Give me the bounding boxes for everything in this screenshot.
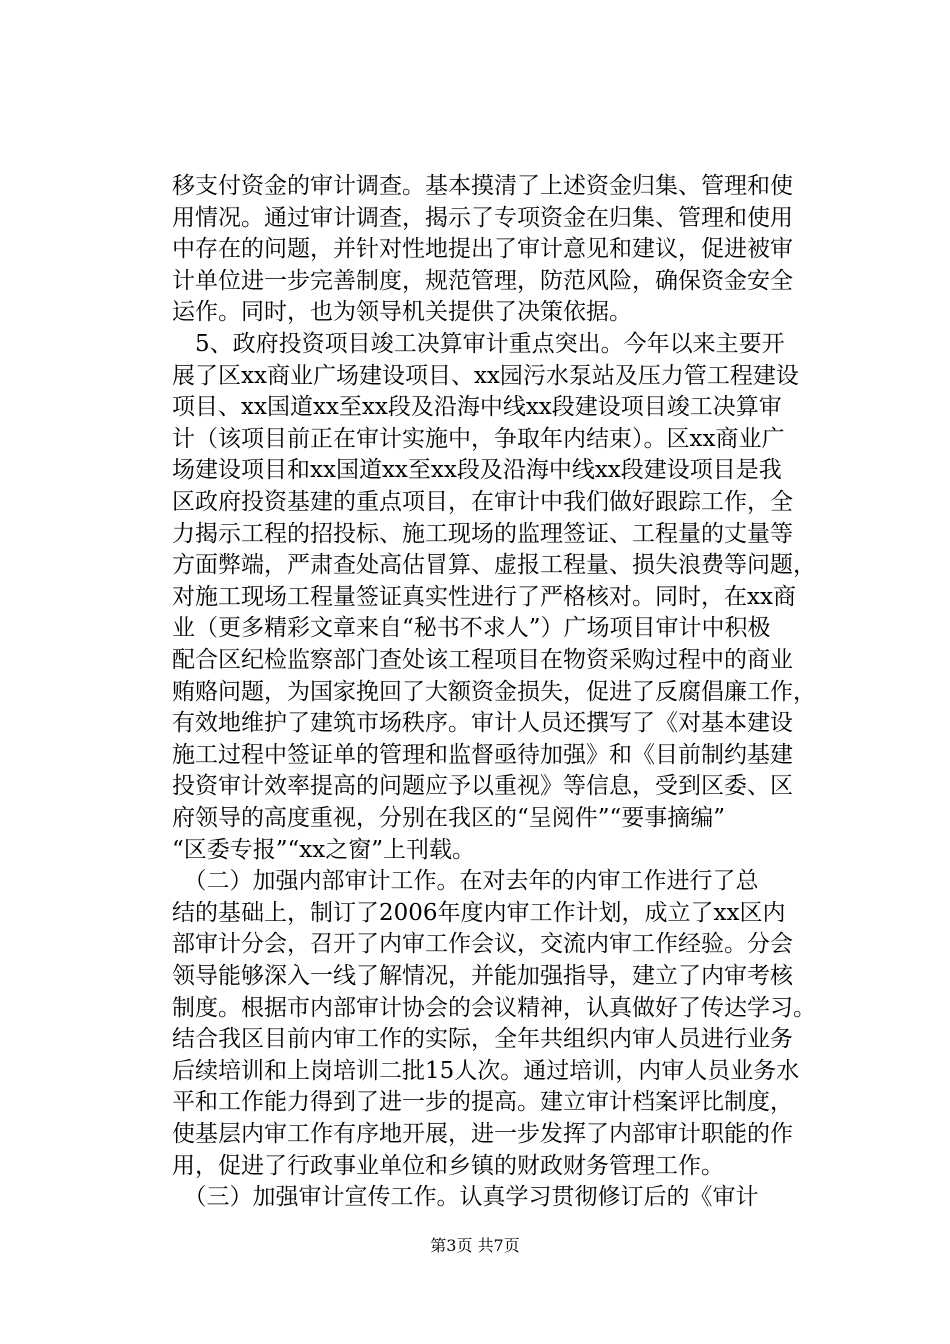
text-line: 计（该项目前正在审计实施中，争取年内结束）。区xx商业广 (172, 425, 785, 452)
text-line: 后续培训和上岗培训二批15人次。通过培训，内审人员业务水 (172, 1057, 800, 1084)
text-line: 计单位进一步完善制度，规范管理，防范风险，确保资金安全 (172, 267, 793, 294)
text-line: “区委专报”“xx之窗”上刊载。 (172, 836, 475, 863)
text-line: 府领导的高度重视，分别在我区的“呈阅件”“要事摘编” (172, 805, 726, 831)
text-line: 施工过程中签证单的管理和监督亟待加强》和《目前制约基建 (172, 741, 793, 768)
text-line: 力揭示工程的招投标、施工现场的监理签证、工程量的丈量等 (172, 520, 793, 547)
text-line: 用情况。通过审计调查，揭示了专项资金在归集、管理和使用 (172, 204, 793, 231)
text-line: 对施工现场工程量签证真实性进行了严格核对。同时，在xx商 (172, 583, 796, 610)
text-line: 使基层内审工作有序地开展，进一步发挥了内部审计职能的作 (172, 1121, 793, 1147)
text-line: 配合区纪检监察部门查处该工程项目在物资采购过程中的商业 (172, 647, 793, 673)
text-line: 制度。根据市内部审计协会的会议精神，认真做好了传达学习。 (172, 994, 816, 1021)
text-line: 场建设项目和xx国道xx至xx段及沿海中线xx段建设项目是我 (172, 457, 782, 484)
text-line: 中存在的问题，并针对性地提出了审计意见和建议，促进被审 (172, 236, 793, 263)
text-line: 区政府投资基建的重点项目，在审计中我们做好跟踪工作，全 (172, 489, 793, 515)
text-line: 5、政府投资项目竣工决算审计重点突出。今年以来主要开 (172, 331, 785, 357)
text-line: 投资审计效率提高的问题应予以重视》等信息，受到区委、区 (172, 773, 793, 800)
text-line: 有效地维护了建筑市场秩序。审计人员还撰写了《对基本建设 (172, 710, 793, 737)
text-line: 平和工作能力得到了进一步的提高。建立审计档案评比制度， (172, 1089, 793, 1116)
text-line: （三）加强审计宣传工作。认真学习贯彻修订后的《审计 (172, 1184, 759, 1211)
text-line: 结的基础上，制订了2006年度内审工作计划，成立了xx区内 (172, 899, 786, 926)
text-line: （二）加强内部审计工作。在对去年的内审工作进行了总 (172, 868, 759, 895)
text-line: 运作。同时，也为领导机关提供了决策依据。 (172, 299, 632, 326)
text-line: 贿赂问题，为国家挽回了大额资金损失，促进了反腐倡廉工作， (172, 678, 816, 705)
text-line: 展了区xx商业广场建设项目、xx园污水泵站及压力管工程建设 (172, 362, 799, 389)
text-line: 项目、xx国道xx至xx段及沿海中线xx段建设项目竣工决算审 (172, 394, 782, 421)
text-line: 部审计分会，召开了内审工作会议，交流内审工作经验。分会 (172, 931, 793, 958)
text-line: 用，促进了行政事业单位和乡镇的财政财务管理工作。 (172, 1152, 724, 1179)
text-line: 结合我区目前内审工作的实际，全年共组织内审人员进行业务 (172, 1026, 793, 1053)
page-number-footer: 第3页 共7页 (430, 1236, 520, 1255)
text-line: 领导能够深入一线了解情况，并能加强指导，建立了内审考核 (172, 963, 793, 989)
text-line: 移支付资金的审计调查。基本摸清了上述资金归集、管理和使 (172, 173, 793, 199)
text-line: 方面弊端，严肃查处高估冒算、虚报工程量、损失浪费等问题， (172, 552, 816, 579)
text-line: 业（更多精彩文章来自“秘书不求人”）广场项目审计中积极 (172, 615, 771, 642)
